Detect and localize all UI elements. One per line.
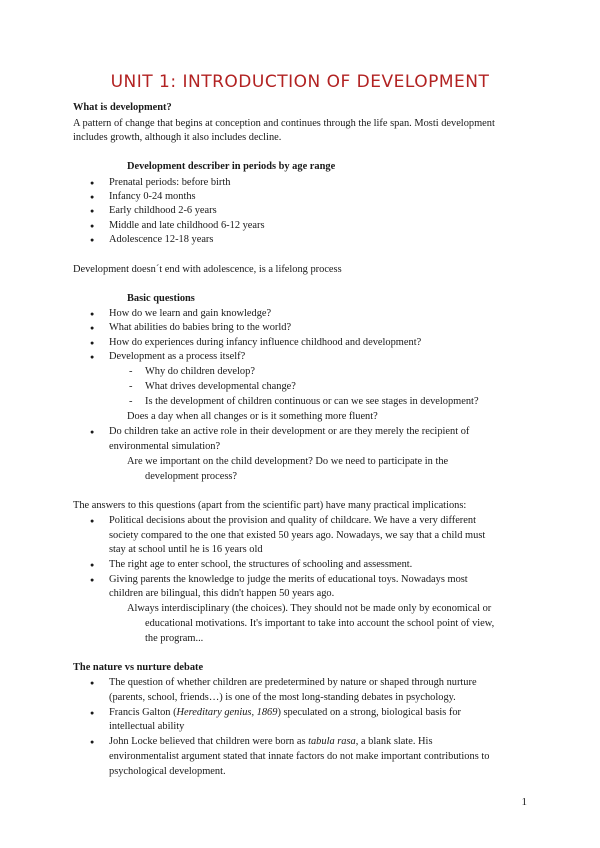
list-item: ● Giving parents the knowledge to judge the merits of educational toys. Nowadays most (109, 573, 468, 587)
text-run: ) speculated on a strong, biological basis for (277, 707, 461, 718)
list-item-continuation: society compared to the one that existed 50 years ago. Nowadays, we say that a child must (109, 530, 486, 541)
note-line: development process? (145, 471, 238, 482)
list-item-continuation: environmentalist argument stated that innate factors do not make important contributions to (109, 751, 490, 762)
note-line: Always interdisciplinary (the choices). They should not be made only by economical or (127, 603, 492, 614)
sub-list-item: - What drives developmental change? (145, 380, 296, 394)
note-line: Are we important on the child development? Do we need to participate in the (127, 456, 449, 467)
subheading-basic-questions: Basic questions (127, 293, 195, 304)
list-item: ● Adolescence 12-18 years (109, 233, 213, 247)
note-line: educational motivations. It's important to take into account the school point of view, (145, 618, 495, 629)
sub-list-item: - Why do children develop? (145, 365, 255, 379)
subheading-periods: Development describer in periods by age range (127, 161, 336, 172)
list-item-continuation: (parents, school, friends…) is one of the most long-standing debates in psychology. (109, 692, 456, 703)
sub-list-item: - Is the development of children continuous or can we see stages in development? (145, 395, 479, 409)
text-run-italic: Hereditary genius, 1869 (176, 707, 278, 718)
list-item-continuation: environmental simulation? (109, 441, 221, 452)
text-run: Francis Galton ( (109, 707, 177, 718)
list-item (109, 706, 461, 720)
list-item-continuation: stay at school until he is 16 years old (109, 544, 263, 555)
text-run-italic: tabula rasa (308, 736, 356, 747)
list-item: ● Do children take an active role in their development or are they merely the recipient of (109, 425, 469, 439)
paragraph-line: Development doesn´t end with adolescence, is a lifelong process (73, 264, 342, 275)
list-item: ● Political decisions about the provision and quality of childcare. We have a very different (109, 514, 476, 528)
note-line: Does a day when all changes or is it something more fluent? (127, 411, 378, 422)
paragraph-line: includes growth, although it also includes decline. (73, 132, 282, 143)
list-item-continuation: psychological development. (109, 766, 226, 777)
list-item: ● The right age to enter school, the structures of schooling and assessment. (109, 558, 412, 572)
list-item-continuation: children are bilingual, this didn't happen 50 years ago. (109, 588, 335, 599)
section-heading-nature-nurture: The nature vs nurture debate (73, 662, 204, 673)
list-item-continuation: intellectual ability (109, 721, 185, 732)
list-item: ● Early childhood 2-6 years (109, 204, 217, 218)
paragraph-line: The answers to this questions (apart from the scientific part) have many practical implications: (73, 500, 467, 511)
list-item: ● The question of whether children are predetermined by nature or shaped through nurture (109, 676, 477, 690)
list-item: ● How do experiences during infancy influence childhood and development? (109, 336, 421, 350)
list-item: ● Infancy 0-24 months (109, 190, 196, 204)
text-run: , a blank slate. His (355, 736, 433, 747)
text-run: John Locke believed that children were born as (109, 736, 309, 747)
list-item: ● What abilities do babies bring to the world? (109, 321, 291, 335)
unit-title: UNIT 1: INTRODUCTION OF DEVELOPMENT (110, 72, 490, 92)
page-number: 1 (521, 796, 527, 808)
list-item: ● How do we learn and gain knowledge? (109, 307, 271, 321)
list-item: ● Prenatal periods: before birth (109, 176, 230, 190)
list-item (109, 735, 433, 749)
section-heading-what-is-development: What is development? (73, 102, 172, 113)
list-item: ● Middle and late childhood 6-12 years (109, 219, 265, 233)
note-line: the program... (145, 633, 204, 644)
paragraph-line: A pattern of change that begins at conception and continues through the life span. Mosti development (73, 118, 495, 129)
list-item: ● Development as a process itself? (109, 350, 245, 364)
